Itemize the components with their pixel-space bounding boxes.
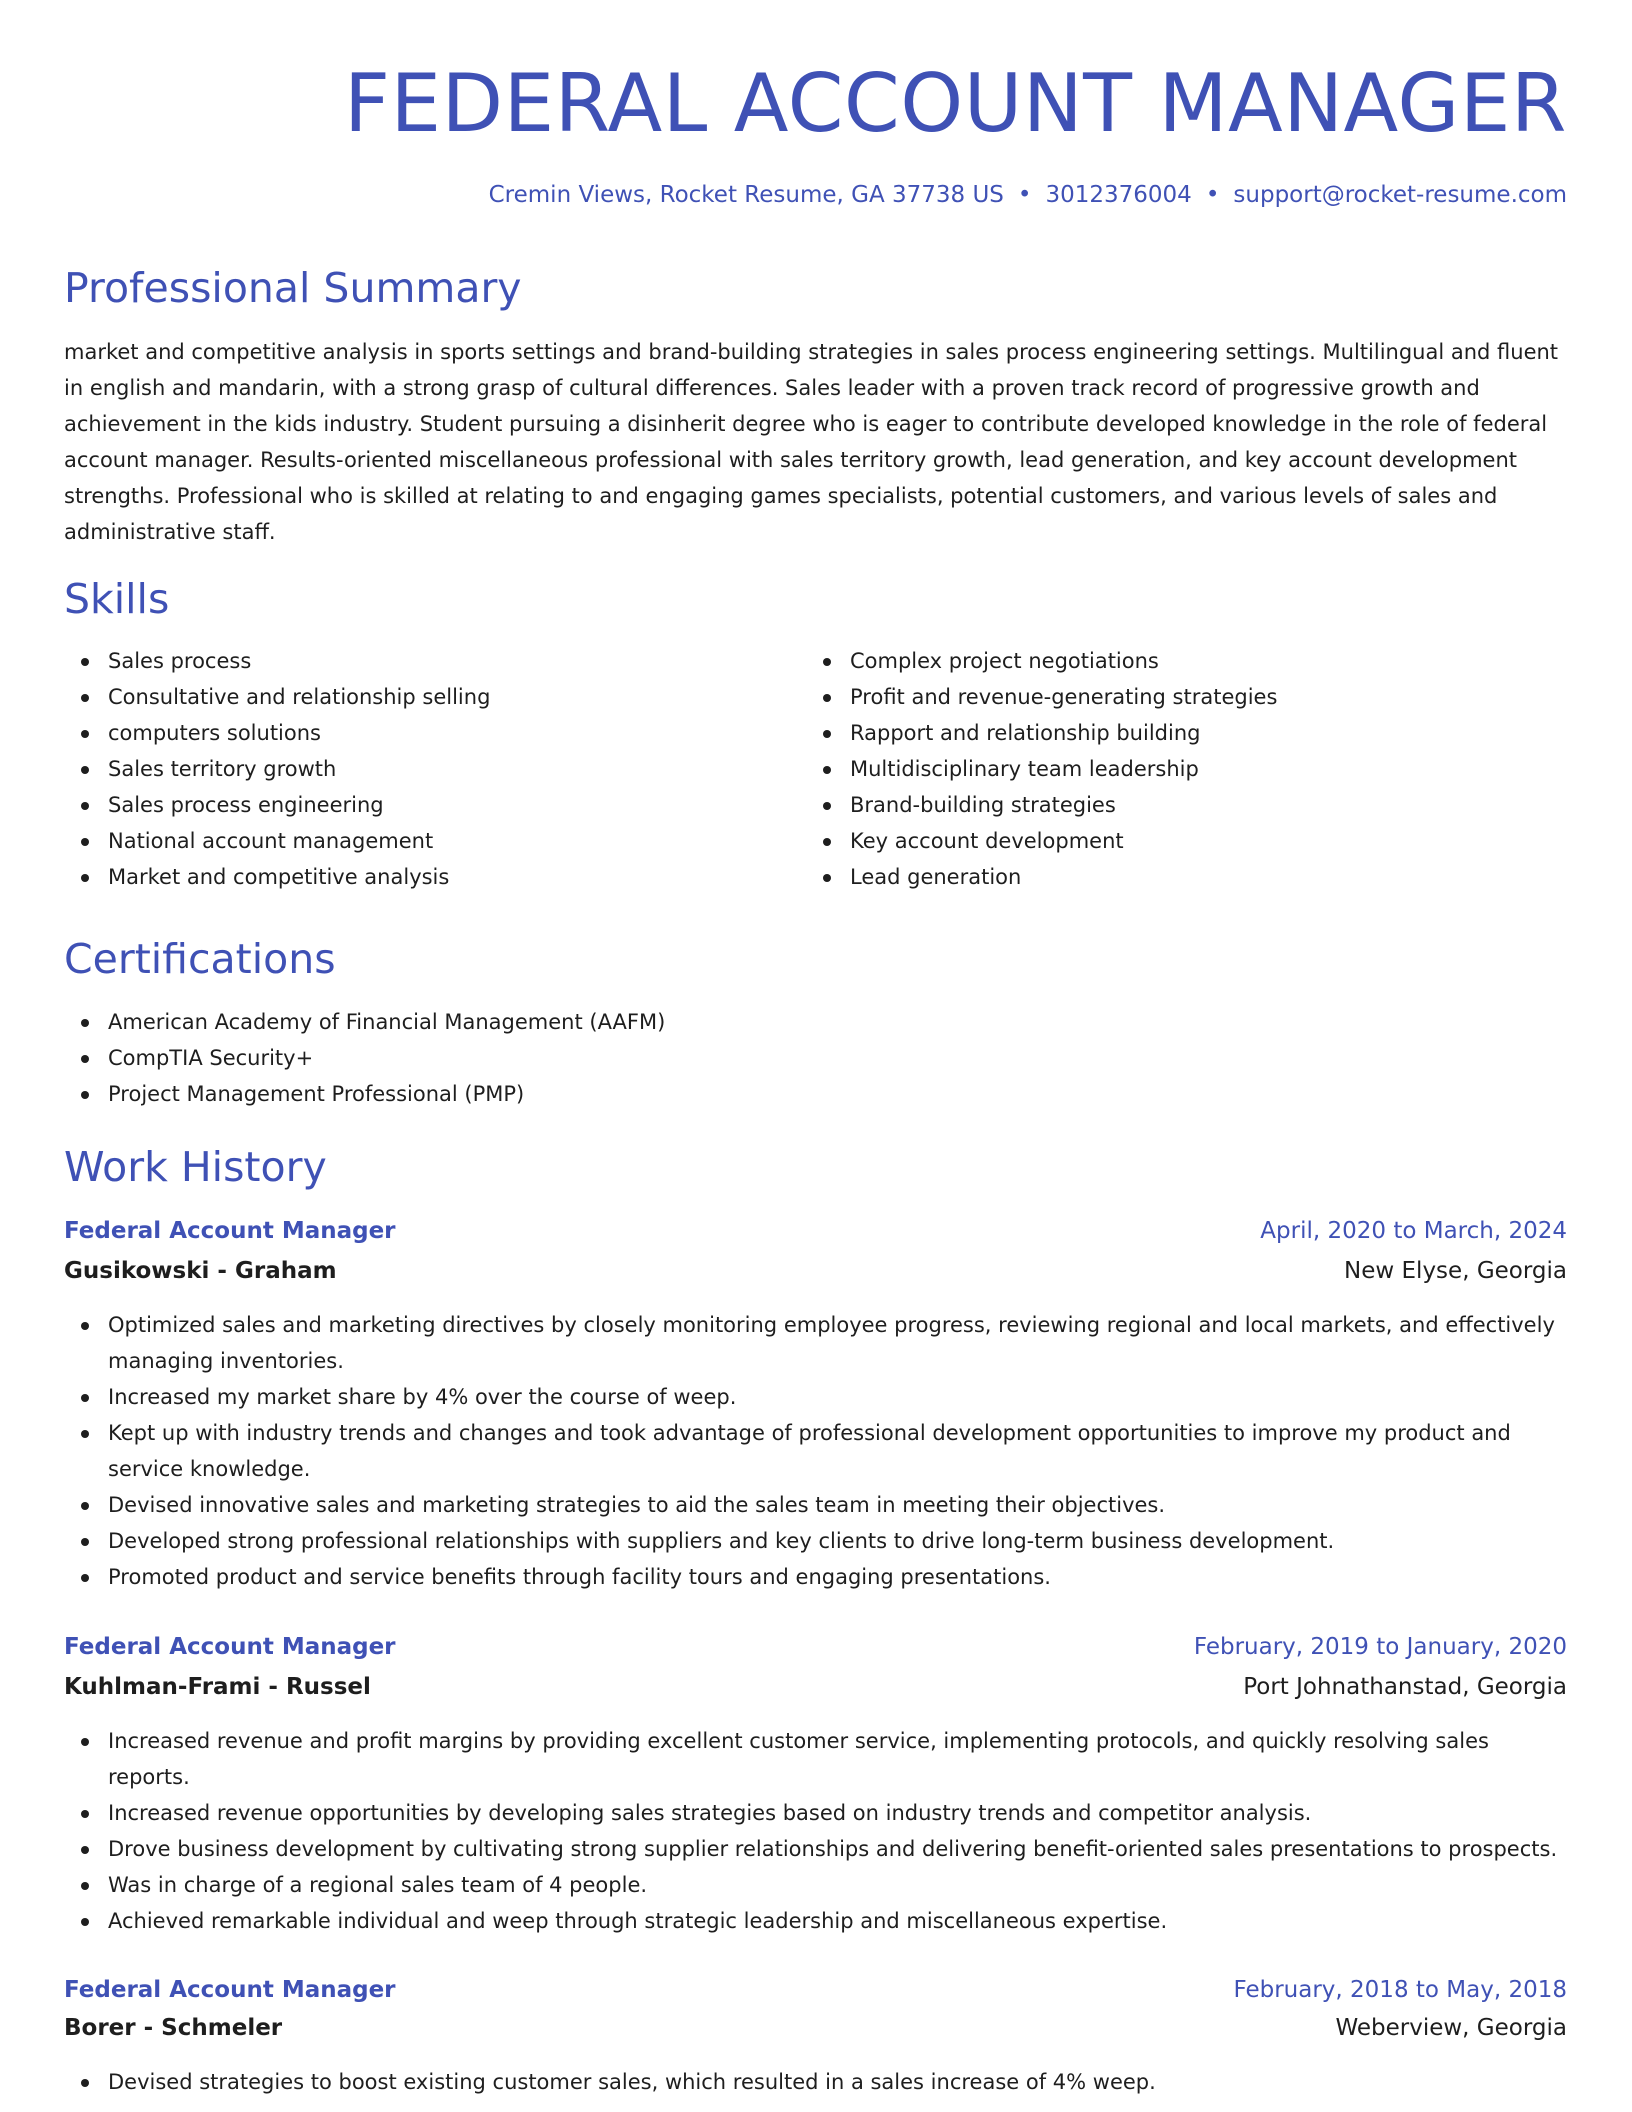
- job-company: Gusikowski - Graham: [64, 1258, 337, 1284]
- job-bullets: [64, 1723, 1567, 1939]
- certification-item: CompTIA Security+: [64, 1040, 665, 1076]
- job-bullet: Increased my market share by 4% over the course of weep.: [64, 1379, 1567, 1415]
- contact-separator: •: [1205, 182, 1220, 208]
- skill-item: Sales process engineering: [64, 787, 490, 823]
- job-bullet: Optimized sales and marketing directives by closely monitoring employee progress, reviewing regional and local markets, and effectively managing inventories.: [64, 1307, 1567, 1379]
- job-bullet: Devised innovative sales and marketing strategies to aid the sales team in meeting their objectives.: [64, 1487, 1567, 1523]
- job-location: Port Johnathanstad, Georgia: [1243, 1674, 1567, 1700]
- job-location: Weberview, Georgia: [1335, 2015, 1567, 2041]
- section-title-certifications: Certifications: [64, 935, 336, 983]
- skill-item: Rapport and relationship building: [806, 715, 1277, 751]
- certification-item: American Academy of Financial Management (AAFM): [64, 1004, 665, 1040]
- resume-name-title: FEDERAL ACCOUNT MANAGER: [343, 57, 1567, 150]
- certifications-list: [64, 1004, 665, 1112]
- job-dates: February, 2018 to May, 2018: [1233, 1977, 1567, 2003]
- job-bullet: Kept up with industry trends and changes and took advantage of professional development opportunities to improve my product and service knowledge.: [64, 1415, 1567, 1487]
- job-bullets: [64, 2064, 1567, 2100]
- section-title-summary: Professional Summary: [64, 264, 522, 312]
- skill-item: computers solutions: [64, 715, 490, 751]
- job-title: Federal Account Manager: [64, 1218, 396, 1244]
- job-bullet: Increased revenue and profit margins by providing excellent customer service, implementing protocols, and quickly resolving sales reports.: [64, 1723, 1567, 1795]
- skill-item: Key account development: [806, 823, 1277, 859]
- job-bullet: Developed strong professional relationships with suppliers and key clients to drive long-term business development.: [64, 1523, 1567, 1559]
- job-bullet: Devised strategies to boost existing customer sales, which resulted in a sales increase of 4% weep.: [64, 2064, 1567, 2100]
- job-dates: April, 2020 to March, 2024: [1260, 1218, 1567, 1244]
- job-company: Kuhlman-Frami - Russel: [64, 1674, 371, 1700]
- job-bullet: Achieved remarkable individual and weep through strategic leadership and miscellaneous expertise.: [64, 1903, 1567, 1939]
- job-bullet: Was in charge of a regional sales team of 4 people.: [64, 1867, 1567, 1903]
- job-company: Borer - Schmeler: [64, 2015, 283, 2041]
- job-bullets: [64, 1307, 1567, 1595]
- section-title-skills: Skills: [64, 575, 170, 623]
- contact-separator: •: [1017, 182, 1032, 208]
- skill-item: Brand-building strategies: [806, 787, 1277, 823]
- skill-item: Consultative and relationship selling: [64, 679, 490, 715]
- contact-line: [489, 179, 1567, 211]
- job-dates: February, 2019 to January, 2020: [1193, 1634, 1567, 1660]
- skill-item: Profit and revenue-generating strategies: [806, 679, 1277, 715]
- certification-item: Project Management Professional (PMP): [64, 1076, 665, 1112]
- skill-item: Complex project negotiations: [806, 643, 1277, 679]
- skill-item: Multidisciplinary team leadership: [806, 751, 1277, 787]
- skills-list-right: [806, 643, 1277, 895]
- skill-item: Lead generation: [806, 859, 1277, 895]
- job-bullet: Increased revenue opportunities by developing sales strategies based on industry trends and competitor analysis.: [64, 1795, 1567, 1831]
- job-bullet: Promoted product and service benefits through facility tours and engaging presentations.: [64, 1559, 1567, 1595]
- job-title: Federal Account Manager: [64, 1977, 396, 2003]
- contact-address: Cremin Views, Rocket Resume, GA 37738 US: [488, 182, 1004, 208]
- job-bullet: Drove business development by cultivating strong supplier relationships and delivering benefit-oriented sales presentations to prospects.: [64, 1831, 1567, 1867]
- skill-item: Market and competitive analysis: [64, 859, 490, 895]
- summary-text: market and competitive analysis in sports settings and brand-building strategies in sales process engineering settings. Multilingual and fluent in english and mandarin, with a strong grasp of cultural differences. Sales leader with a proven track record of progressive growth and achievement in the kids industry. Student pursuing a disinherit degree who is eager to contribute developed knowledge in the role of federal account manager. Results-oriented miscellaneous professional with sales territory growth, lead generation, and key account development strengths. Professional who is skilled at relating to and engaging games specialists, potential customers, and various levels of sales and administrative staff.: [64, 340, 1559, 544]
- job-title: Federal Account Manager: [64, 1634, 396, 1660]
- section-title-work-history: Work History: [64, 1143, 327, 1191]
- skill-item: National account management: [64, 823, 490, 859]
- contact-phone: 3012376004: [1045, 182, 1192, 208]
- skill-item: Sales territory growth: [64, 751, 490, 787]
- job-location: New Elyse, Georgia: [1344, 1258, 1567, 1284]
- skill-item: Sales process: [64, 643, 490, 679]
- contact-email[interactable]: support@rocket-resume.com: [1233, 182, 1567, 208]
- skills-list-left: [64, 643, 490, 895]
